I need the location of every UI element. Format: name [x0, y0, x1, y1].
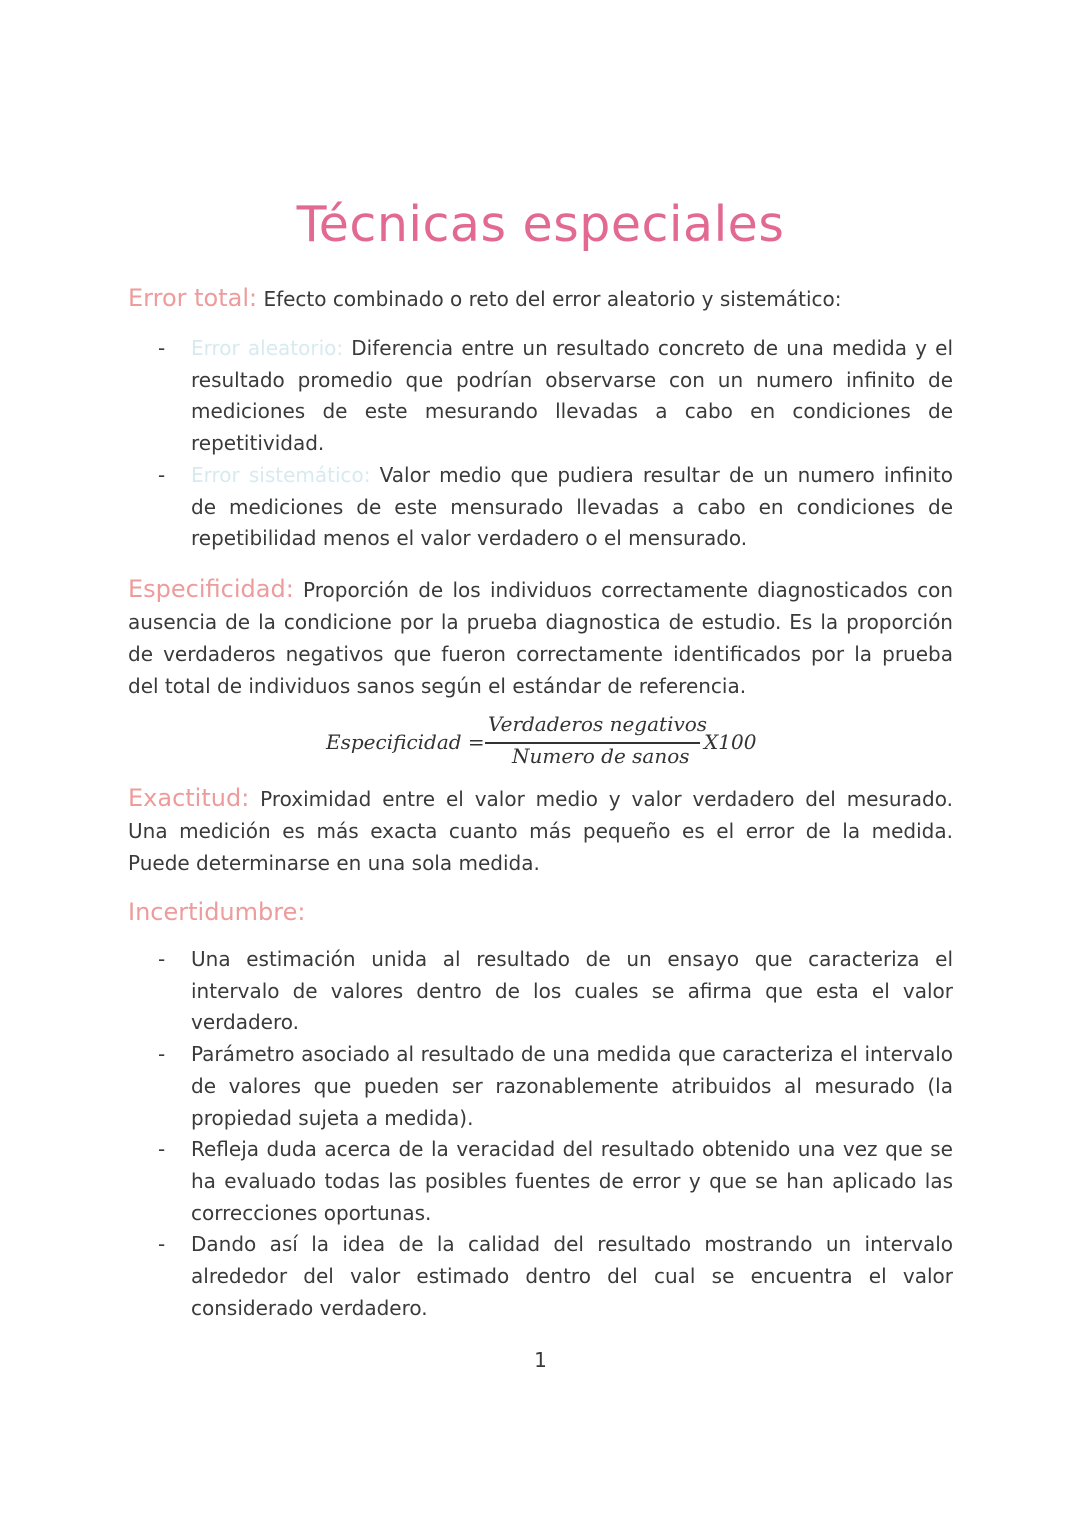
- list-item: [128, 1039, 953, 1134]
- formula-lhs: Especificidad =: [326, 730, 485, 754]
- error-sistematico-term: Error sistemático:: [191, 462, 371, 487]
- list-item: [128, 333, 953, 460]
- list-dash: -: [158, 947, 166, 971]
- list-item-text: Refleja duda acerca de la veracidad del resultado obtenido una vez que se ha evaluado todas las posibles fuentes de error y que se han aplicado las correcciones oportunas.: [191, 1137, 953, 1225]
- error-total-paragraph: [128, 282, 953, 315]
- exactitud-paragraph: [128, 782, 953, 879]
- list-dash: -: [158, 462, 166, 487]
- exactitud-term: Exactitud:: [128, 784, 250, 812]
- incertidumbre-heading: [128, 896, 953, 929]
- formula-numerator: Verdaderos negativos: [488, 712, 708, 736]
- document-page: [128, 0, 953, 1528]
- incertidumbre-term: Incertidumbre:: [128, 898, 306, 926]
- list-dash: -: [158, 1137, 166, 1162]
- list-dash: -: [158, 1042, 166, 1067]
- error-aleatorio-definition: Diferencia entre un resultado concreto de una medida y el resultado promedio que podrían observarse con un numero infinito de mediciones de este mesurando llevadas a cabo en condiciones de repetitividad.: [191, 336, 953, 456]
- error-total-definition: Efecto combinado o reto del error aleatorio y sistemático:: [257, 287, 842, 311]
- list-dash: -: [158, 1232, 166, 1257]
- error-aleatorio-term: Error aleatorio:: [191, 336, 344, 360]
- formula-rhs: X100: [704, 730, 757, 754]
- formula-denominator: Numero de sanos: [512, 744, 690, 768]
- especificidad-definition: Proporción de los individuos correctamente diagnosticados con ausencia de la condicione por la prueba diagnostica de estudio. Es la proporción de verdaderos negativos que fueron correctamente identificados por la prueba del total de individuos sanos según el estándar de referencia.: [128, 578, 953, 698]
- list-item-text: Parámetro asociado al resultado de una medida que caracteriza el intervalo de valores que pueden ser razonablemente atribuidos al mesurado (la propiedad sujeta a medida).: [191, 1042, 953, 1130]
- error-total-term: Error total:: [128, 284, 258, 312]
- incertidumbre-list: [128, 944, 953, 1324]
- list-item: [128, 460, 953, 555]
- list-dash: -: [158, 336, 166, 360]
- list-item: [128, 1229, 953, 1324]
- exactitud-definition: Proximidad entre el valor medio y valor verdadero del mesurado. Una medición es más exacta cuanto más pequeño es el error de la medida. Puede determinarse en una sola medida.: [128, 787, 953, 875]
- page-number: 1: [534, 1348, 547, 1372]
- error-types-list: [128, 333, 953, 555]
- especificidad-term: Especificidad:: [128, 575, 294, 603]
- especificidad-paragraph: [128, 573, 953, 702]
- list-item: [128, 1134, 953, 1229]
- list-item-text: Una estimación unida al resultado de un ensayo que caracteriza el intervalo de valores dentro de los cuales se afirma que esta el valor verdadero.: [191, 947, 953, 1035]
- list-item: [128, 944, 953, 1039]
- page-title: Técnicas especiales: [296, 196, 785, 253]
- list-item-text: Dando así la idea de la calidad del resultado mostrando un intervalo alrededor del valor estimado dentro del cual se encuentra el valor considerado verdadero.: [191, 1232, 953, 1320]
- error-sistematico-definition: Valor medio que pudiera resultar de un numero infinito de mediciones de este mensurado llevadas a cabo en condiciones de repetibilidad menos el valor verdadero o el mensurado.: [191, 462, 953, 551]
- especificidad-formula: [128, 712, 953, 772]
